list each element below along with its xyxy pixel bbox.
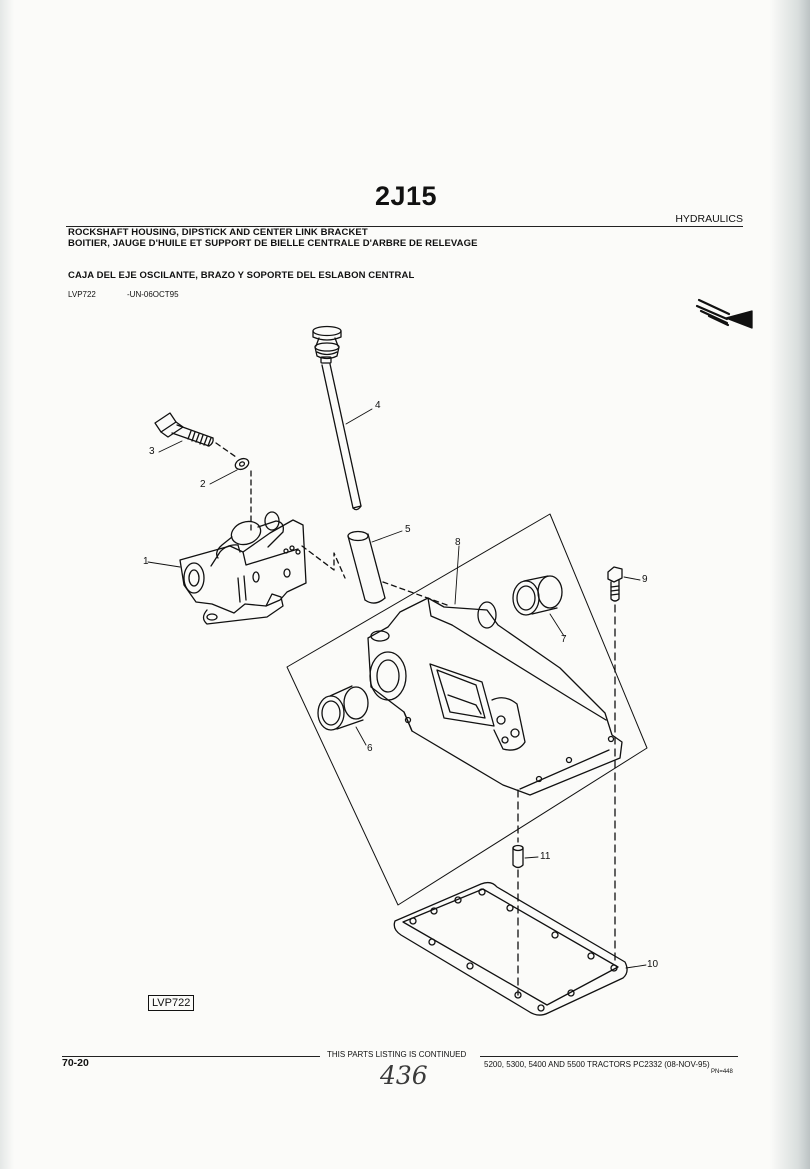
part-8-rockshaft-housing <box>368 598 622 795</box>
part-4-dipstick <box>313 327 361 510</box>
callout-6: 6 <box>367 743 373 754</box>
part-9-bolt <box>608 567 622 601</box>
title-spanish: CAJA DEL EJE OSCILANTE, BRAZO Y SOPORTE DEL ESLABON CENTRAL <box>68 270 415 281</box>
part-7-bushing <box>513 576 562 615</box>
callout-5: 5 <box>405 524 411 535</box>
callout-4: 4 <box>375 400 381 411</box>
part-6-bushing <box>318 686 368 730</box>
callout-9: 9 <box>642 574 648 585</box>
callout-2: 2 <box>200 479 206 490</box>
reference-code: LVP722 <box>68 290 96 299</box>
title-english: ROCKSHAFT HOUSING, DIPSTICK AND CENTER LINK BRACKET <box>68 227 368 238</box>
footer-rule-right <box>480 1056 738 1057</box>
continued-note: THIS PARTS LISTING IS CONTINUED <box>327 1050 467 1059</box>
part-2-washer <box>234 457 251 472</box>
callout-10: 10 <box>647 959 659 970</box>
page-number: 70-20 <box>62 1057 89 1069</box>
callout-3: 3 <box>149 446 155 457</box>
part-3-bolt <box>155 413 213 446</box>
pn-code: PN=448 <box>711 1069 733 1075</box>
part-10-gasket <box>394 883 627 1016</box>
handwritten-number: 436 <box>380 1061 428 1090</box>
callout-11: 11 <box>540 851 551 862</box>
tractor-models: 5200, 5300, 5400 AND 5500 TRACTORS PC2332 (08-NOV-95) <box>484 1060 710 1069</box>
reference-date: -UN-06OCT95 <box>127 290 179 299</box>
page-title: 2J15 <box>375 181 438 211</box>
forward-arrow-icon <box>697 300 752 328</box>
part-11-dowel-pin <box>513 846 523 868</box>
title-french: BOITIER, JAUGE D'HUILE ET SUPPORT DE BIELLE CENTRALE D'ARBRE DE RELEVAGE <box>68 238 478 249</box>
callout-8: 8 <box>455 537 461 548</box>
section-name: HYDRAULICS <box>675 213 743 225</box>
part-1-center-link-bracket <box>180 512 306 624</box>
callout-7: 7 <box>561 634 567 645</box>
part-5-tube <box>348 532 385 604</box>
callout-1: 1 <box>143 556 149 567</box>
diagram-label-box: LVP722 <box>148 995 194 1011</box>
leader-lines <box>148 409 646 968</box>
footer-rule-left <box>62 1056 320 1057</box>
part-8-housing-frame <box>287 514 647 905</box>
